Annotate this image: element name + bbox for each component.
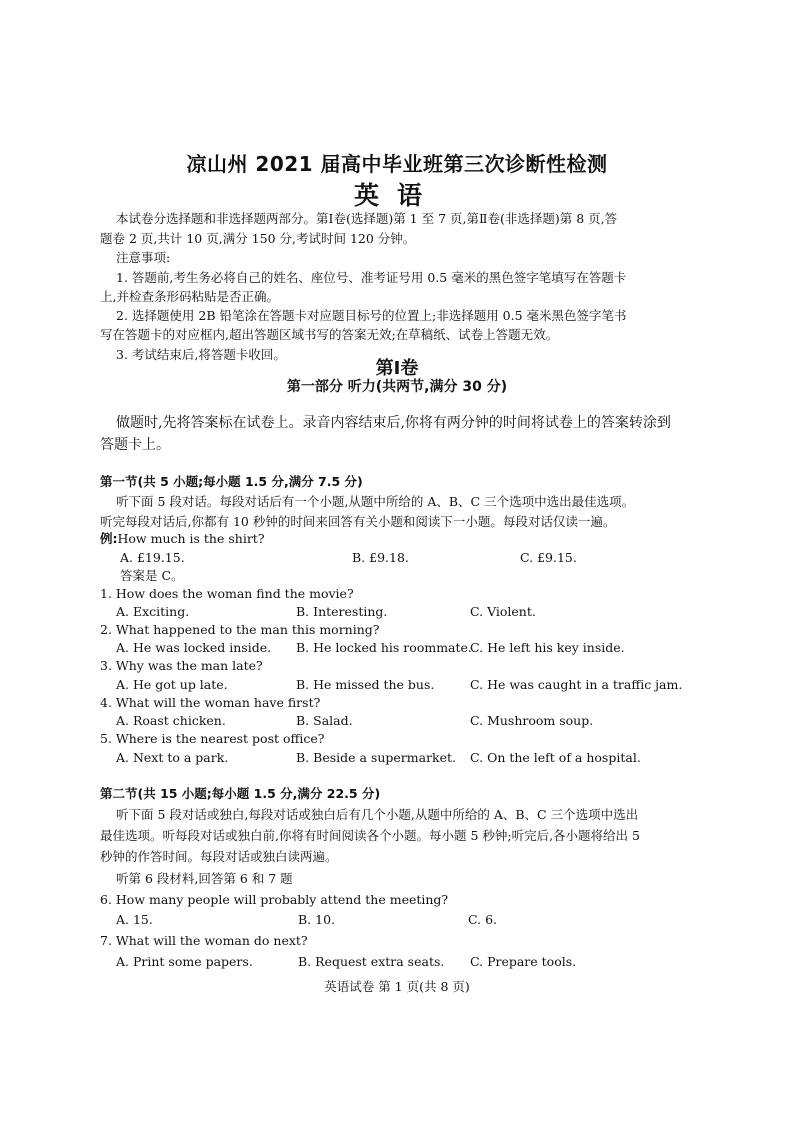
option: B. Interesting. [296, 604, 388, 619]
option: C. Mushroom soup. [470, 713, 594, 728]
option: A. £19.15. [120, 550, 185, 565]
section-instruction: 最佳选项。听每段对话或独白前,你将有时间阅读各个小题。每小题 5 秒钟;听完后,各小题将给出 5 [100, 828, 640, 843]
section-instruction: 听下面 5 段对话。每段对话后有一个小题,从题中所给的 A、B、C 三个选项中选出最佳选项。 [116, 494, 635, 509]
section-heading: 第一节(共 5 小题;每小题 1.5 分,满分 7.5 分) [100, 474, 363, 489]
question: 1. How does the woman find the movie? [100, 586, 354, 601]
section-instruction: 秒钟的作答时间。每段对话或独白读两遍。 [100, 849, 338, 864]
section-instruction: 听下面 5 段对话或独白,每段对话或独白后有几个小题,从题中所给的 A、B、C 三个选项中选出 [116, 807, 639, 822]
question: 6. How many people will probably attend the meeting? [100, 892, 449, 907]
section-heading: 第二节(共 15 小题;每小题 1.5 分,满分 22.5 分) [100, 786, 381, 801]
note-line: 2. 选择题使用 2B 铅笔涂在答题卡对应题目标号的位置上;非选择题用 0.5 毫米黑色签字笔书 [116, 308, 627, 323]
option: B. £9.18. [352, 550, 409, 565]
option: C. £9.15. [520, 550, 577, 565]
option: A. He was locked inside. [116, 640, 272, 655]
option: B. Request extra seats. [298, 954, 445, 969]
question: 3. Why was the man late? [100, 658, 263, 673]
option: B. He locked his roommate. [296, 640, 472, 655]
note-line: 上,并检查条形码粘贴是否正确。 [100, 289, 279, 304]
note-line: 写在答题卡的对应框内,超出答题区域书写的答案无效;在草稿纸、试卷上答题无效。 [100, 327, 559, 342]
option: C. 6. [468, 912, 497, 927]
option: A. Roast chicken. [116, 713, 226, 728]
intro-line: 本试卷分选择题和非选择题两部分。第Ⅰ卷(选择题)第 1 至 7 页,第Ⅱ卷(非选择题)第 8 页,答 [116, 211, 618, 226]
option: C. He was caught in a traffic jam. [470, 677, 683, 692]
notes-title: 注意事项: [116, 250, 171, 265]
example-answer: 答案是 C。 [120, 568, 184, 583]
note-line: 3. 考试结束后,将答题卡收回。 [116, 347, 286, 362]
option: A. Next to a park. [116, 750, 229, 765]
option: A. 15. [116, 912, 153, 927]
question: 7. What will the woman do next? [100, 933, 308, 948]
material-note: 听第 6 段材料,回答第 6 和 7 题 [116, 871, 293, 886]
section-instruction: 听完每段对话后,你都有 10 秒钟的时间来回答有关小题和阅读下一小题。每段对话仅读一遍。 [100, 514, 616, 529]
option: A. Print some papers. [116, 954, 253, 969]
option: A. Exciting. [116, 604, 190, 619]
question: 5. Where is the nearest post office? [100, 731, 325, 746]
option: B. 10. [298, 912, 336, 927]
option: C. Prepare tools. [470, 954, 577, 969]
example-question-text: How much is the shirt? [117, 531, 265, 546]
page-footer: 英语试卷 第 1 页(共 8 页) [324, 979, 470, 994]
part-title: 第一部分 听力(共两节,满分 30 分) [286, 379, 508, 395]
subject-title: 英语 [353, 181, 440, 210]
example-label: 例: [100, 531, 118, 546]
note-line: 1. 答题前,考生务必将自己的姓名、座位号、准考证号用 0.5 毫米的黑色签字笔填写在答题卡 [116, 270, 627, 285]
option: A. He got up late. [116, 677, 228, 692]
option: B. Salad. [296, 713, 353, 728]
part-instruction: 答题卡上。 [100, 437, 170, 453]
question: 2. What happened to the man this morning? [100, 622, 380, 637]
option: C. On the left of a hospital. [470, 750, 641, 765]
question: 4. What will the woman have first? [100, 695, 321, 710]
example-question [100, 529, 265, 548]
option: B. Beside a supermarket. [296, 750, 457, 765]
part-instruction: 做题时,先将答案标在试卷上。录音内容结束后,你将有两分钟的时间将试卷上的答案转涂到 [116, 415, 671, 431]
option: B. He missed the bus. [296, 677, 435, 692]
option: C. He left his key inside. [470, 640, 625, 655]
option: C. Violent. [470, 604, 536, 619]
exam-title: 凉山州 2021 届高中毕业班第三次诊断性检测 [186, 152, 608, 176]
intro-line: 题卷 2 页,共计 10 页,满分 150 分,考试时间 120 分钟。 [100, 231, 416, 246]
volume-title: 第Ⅰ卷 [375, 358, 419, 379]
